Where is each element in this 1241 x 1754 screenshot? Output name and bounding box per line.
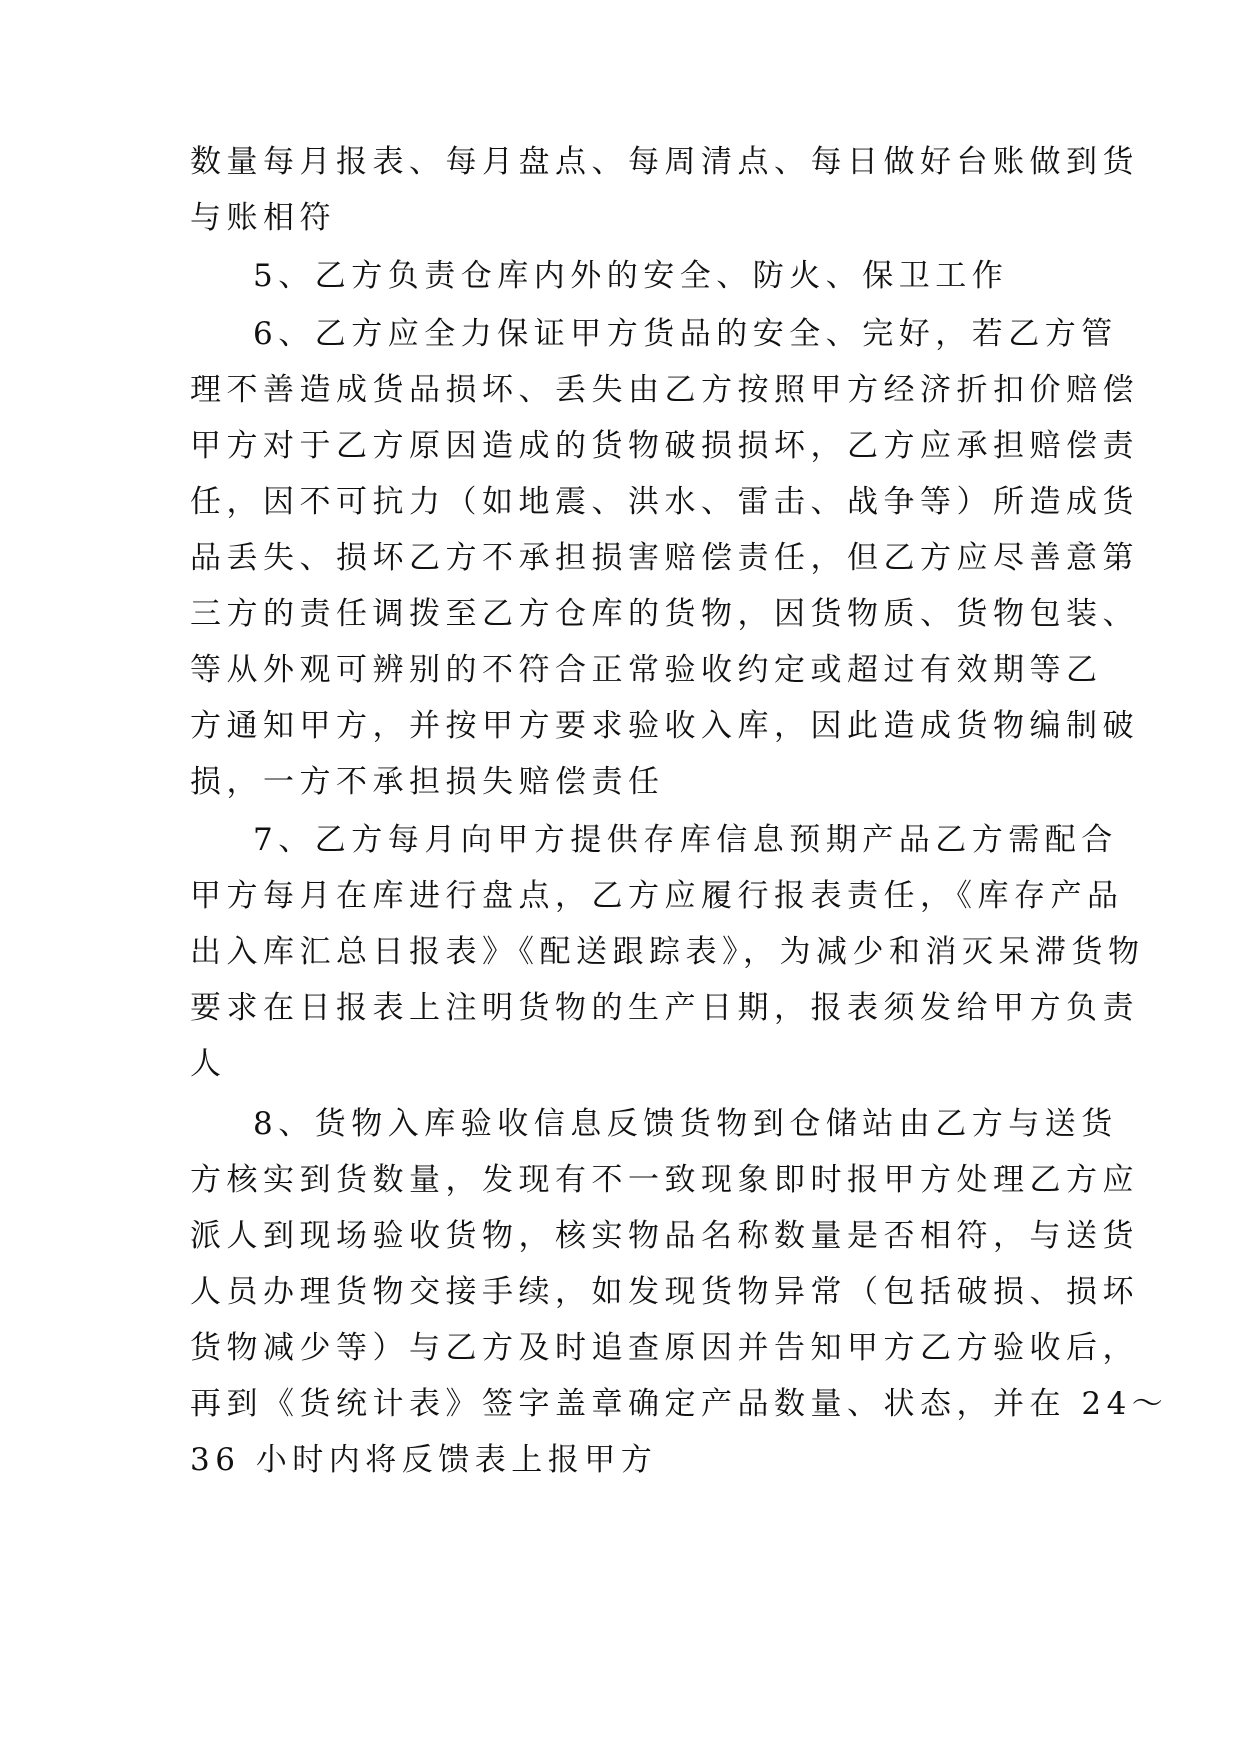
- text-line: 三方的责任调拨至乙方仓库的货物，因货物质、货物包装、: [190, 596, 1139, 632]
- text-line: 方核实到货数量，发现有不一致现象即时报甲方处理乙方应: [190, 1162, 1139, 1198]
- text-line: 再到《货统计表》签字盖章确定产品数量、状态，并在 24～: [190, 1386, 1169, 1422]
- text-line: 派人到现场验收货物，核实物品名称数量是否相符，与送货: [190, 1218, 1139, 1254]
- text-line: 品丢失、损坏乙方不承担损害赔偿责任，但乙方应尽善意第: [190, 540, 1139, 576]
- text-line: 与账相符: [190, 200, 336, 236]
- text-line: 人员办理货物交接手续，如发现货物异常（包括破损、损坏: [190, 1274, 1139, 1310]
- text-line: 36 小时内将反馈表上报甲方: [190, 1442, 658, 1478]
- text-line: 5、乙方负责仓库内外的安全、防火、保卫工作: [253, 258, 1009, 294]
- text-line: 出入库汇总日报表》《配送跟踪表》，为减少和消灭呆滞货物: [190, 934, 1145, 970]
- text-line: 人: [190, 1046, 227, 1082]
- text-line: 货物减少等）与乙方及时追查原因并告知甲方乙方验收后，: [190, 1330, 1139, 1366]
- text-line: 7、乙方每月向甲方提供存库信息预期产品乙方需配合: [253, 822, 1118, 858]
- text-line: 任，因不可抗力（如地震、洪水、雷击、战争等）所造成货: [190, 484, 1139, 520]
- text-line: 方通知甲方，并按甲方要求验收入库，因此造成货物编制破: [190, 708, 1139, 744]
- text-line: 8、货物入库验收信息反馈货物到仓储站由乙方与送货: [253, 1106, 1118, 1142]
- text-line: 数量每月报表、每月盘点、每周清点、每日做好台账做到货: [190, 144, 1139, 180]
- text-line: 理不善造成货品损坏、丢失由乙方按照甲方经济折扣价赔偿: [190, 372, 1139, 408]
- text-line: 要求在日报表上注明货物的生产日期，报表须发给甲方负责: [190, 990, 1139, 1026]
- text-line: 甲方每月在库进行盘点，乙方应履行报表责任，《库存产品: [190, 878, 1124, 914]
- text-line: 等从外观可辨别的不符合正常验收约定或超过有效期等乙: [190, 652, 1103, 688]
- text-line: 损，一方不承担损失赔偿责任: [190, 764, 665, 800]
- text-line: 6、乙方应全力保证甲方货品的安全、完好，若乙方管: [253, 316, 1118, 352]
- text-line: 甲方对于乙方原因造成的货物破损损坏，乙方应承担赔偿责: [190, 428, 1139, 464]
